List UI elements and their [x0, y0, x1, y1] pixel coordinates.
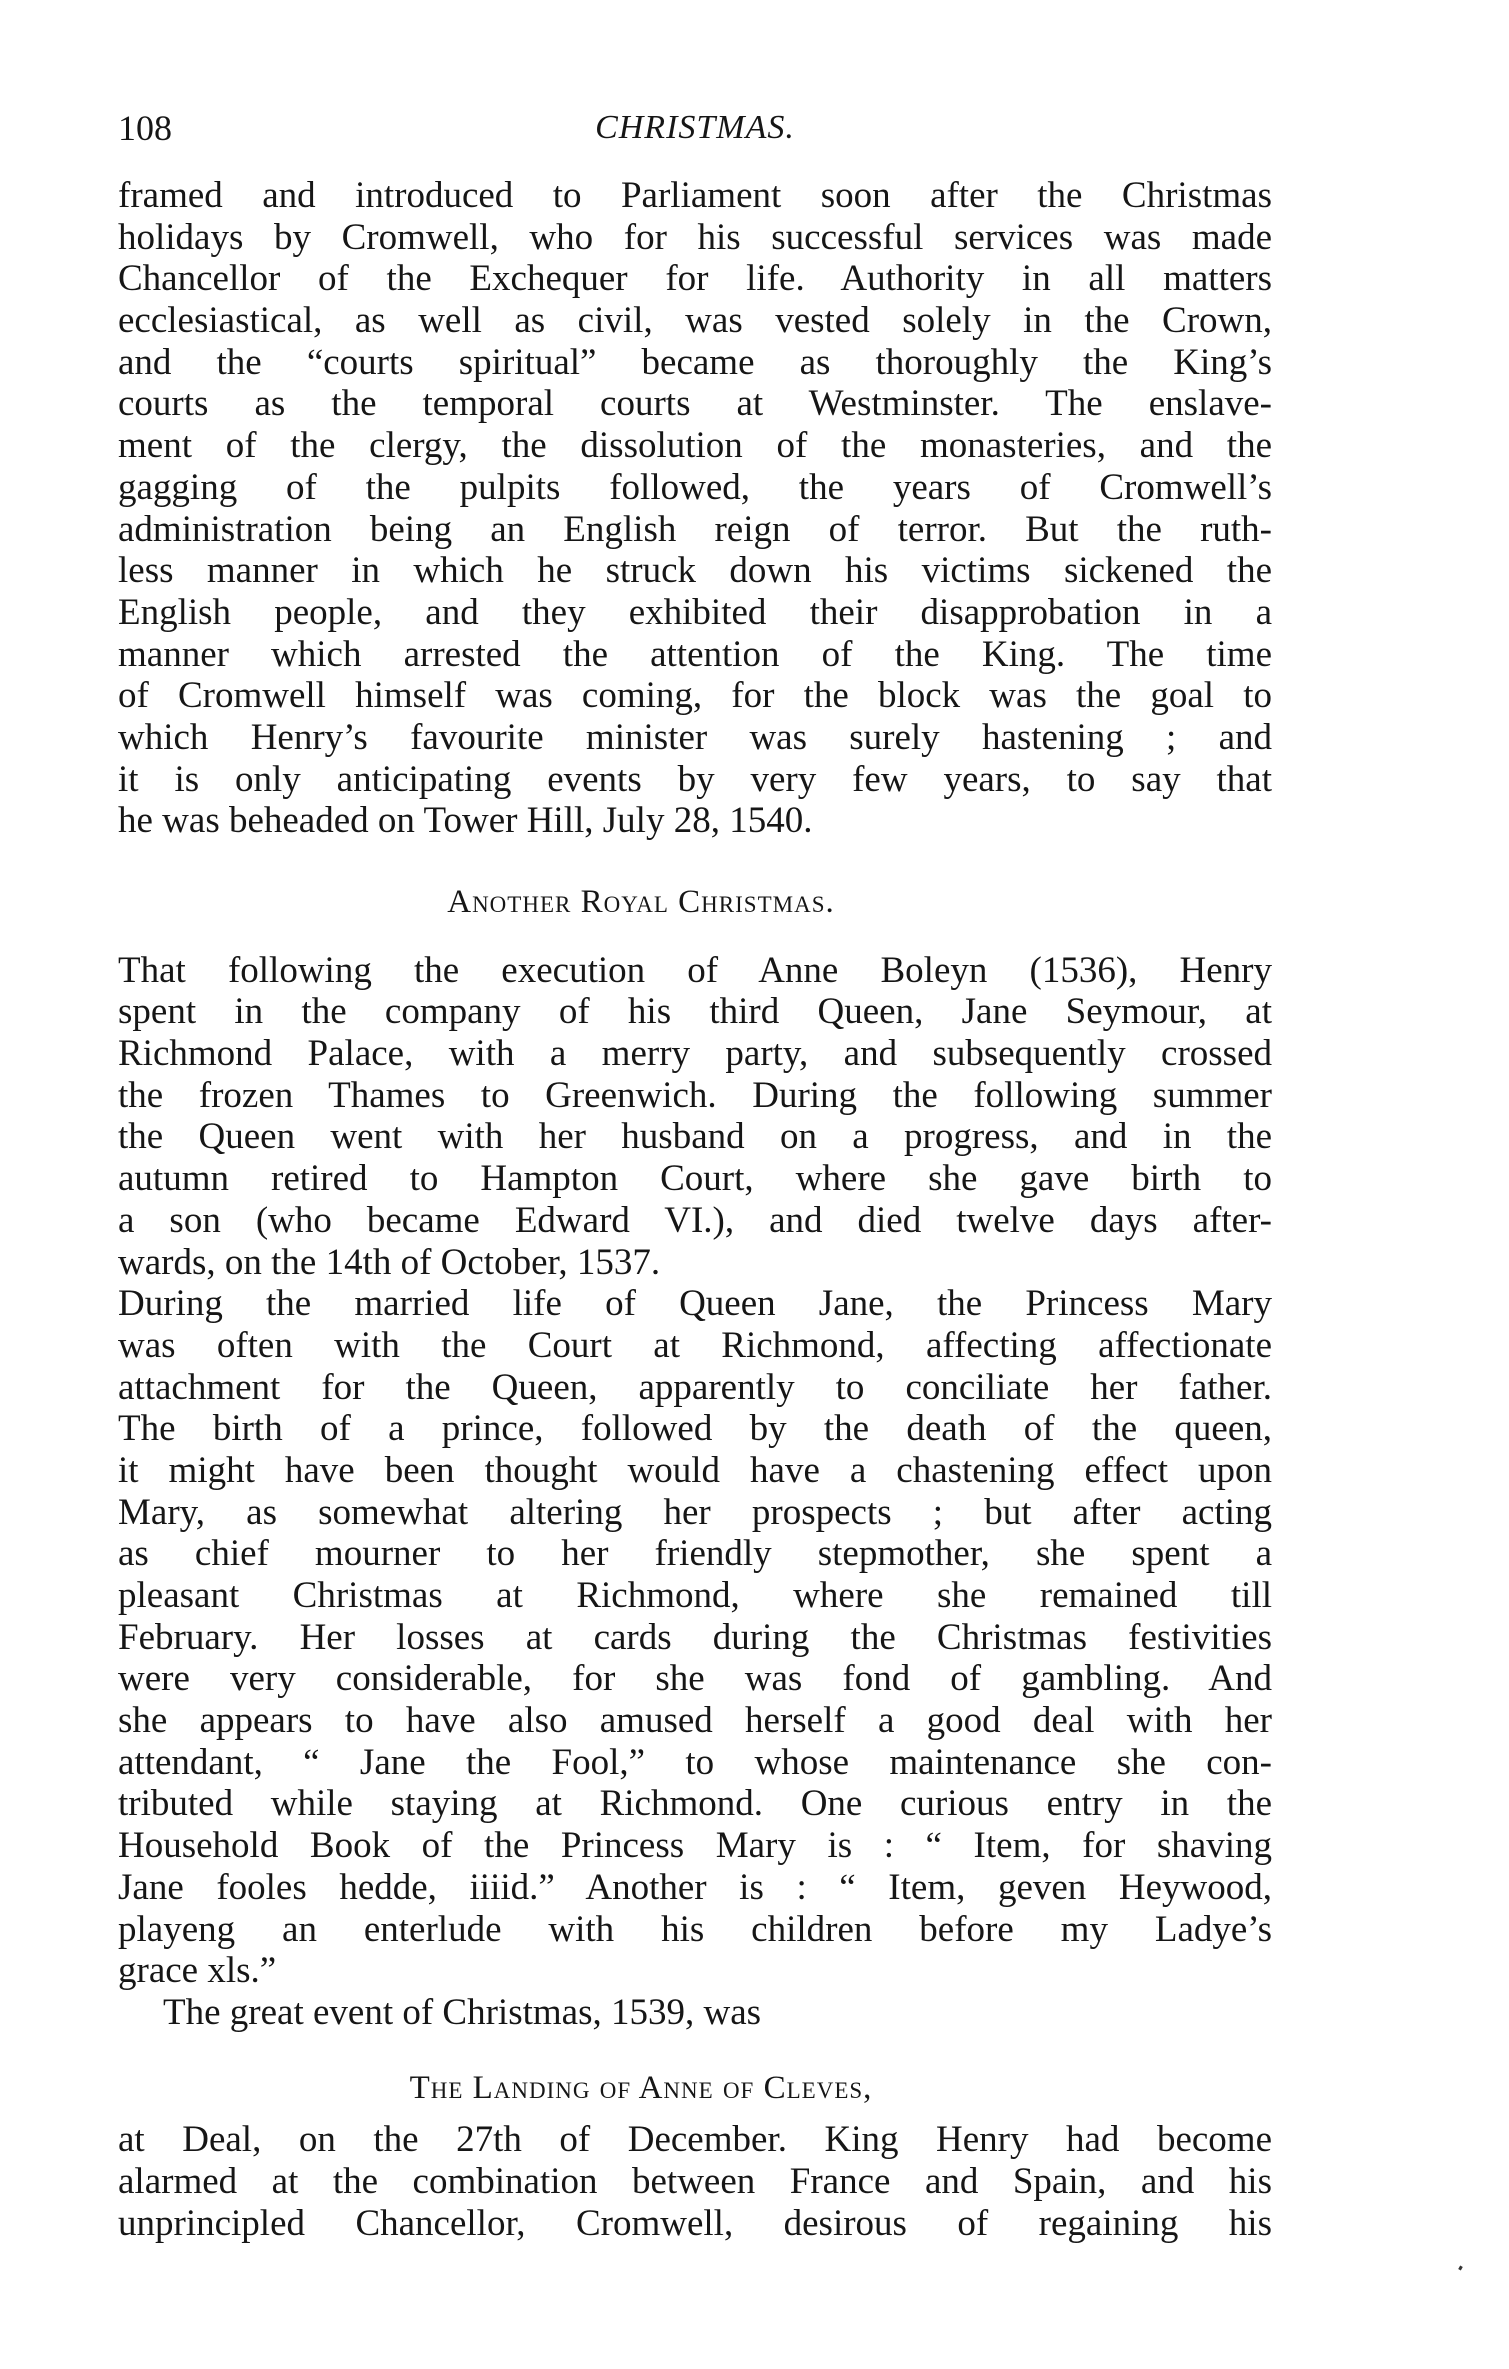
section-heading: Another Royal Christmas.	[447, 884, 835, 920]
text-line: Jane fooles hedde, iiiid.” Another is : “ Item, geven Heywood,	[118, 1866, 1272, 1908]
text-line: February. Her losses at cards during the Christmas festivities	[118, 1616, 1272, 1658]
text-line: autumn retired to Hampton Court, where she gave birth to	[118, 1158, 1272, 1200]
text-line: playeng an enterlude with his children before my Ladye’s	[118, 1908, 1272, 1950]
text-line: manner which arrested the attention of the King. The time	[118, 633, 1272, 675]
text-line: The great event of Christmas, 1539, was	[163, 1991, 762, 2033]
text-line: English people, and they exhibited their disapprobation in a	[118, 591, 1272, 633]
page-body	[118, 175, 1272, 2244]
text-line: ment of the clergy, the dissolution of the monasteries, and the	[118, 425, 1272, 467]
text-line: The birth of a prince, followed by the death of the queen,	[118, 1408, 1272, 1450]
text-line: attachment for the Queen, apparently to conciliate her father.	[118, 1366, 1272, 1408]
text-line: which Henry’s favourite minister was surely hastening ; and	[118, 716, 1272, 758]
text-line: administration being an English reign of terror. But the ruth-	[118, 508, 1272, 550]
text-line: gagging of the pulpits followed, the years of Cromwell’s	[118, 466, 1272, 508]
text-line: less manner in which he struck down his victims sickened the	[118, 550, 1272, 592]
text-line: a son (who became Edward VI.), and died twelve days after-	[118, 1199, 1272, 1241]
print-speck	[1458, 2266, 1463, 2271]
text-line: at Deal, on the 27th of December. King Henry had become	[118, 2119, 1272, 2161]
text-line: he was beheaded on Tower Hill, July 28, 1540.	[118, 800, 813, 842]
text-line: she appears to have also amused herself a good deal with her	[118, 1700, 1272, 1742]
text-line: the Queen went with her husband on a progress, and in the	[118, 1116, 1272, 1158]
text-line: attendant, “ Jane the Fool,” to whose maintenance she con-	[118, 1741, 1272, 1783]
text-line: of Cromwell himself was coming, for the block was the goal to	[118, 675, 1272, 717]
running-title: CHRISTMAS.	[595, 109, 795, 146]
text-line: Chancellor of the Exchequer for life. Authority in all matters	[118, 258, 1272, 300]
text-line: Mary, as somewhat altering her prospects ; but after acting	[118, 1491, 1272, 1533]
text-line: holidays by Cromwell, who for his successful services was made	[118, 216, 1272, 258]
text-line: it is only anticipating events by very few years, to say that	[118, 758, 1272, 800]
text-line: framed and introduced to Parliament soon after the Christmas	[118, 175, 1272, 216]
text-line: pleasant Christmas at Richmond, where she remained till	[118, 1575, 1272, 1617]
text-line: During the married life of Queen Jane, the Princess Mary	[118, 1283, 1272, 1325]
text-line: wards, on the 14th of October, 1537.	[118, 1241, 661, 1283]
text-line: tributed while staying at Richmond. One curious entry in the	[118, 1783, 1272, 1825]
text-line: alarmed at the combination between France and Spain, and his	[118, 2160, 1272, 2202]
text-line: the frozen Thames to Greenwich. During the following summer	[118, 1074, 1272, 1116]
text-line: it might have been thought would have a chastening effect upon	[118, 1449, 1272, 1491]
text-line: were very considerable, for she was fond of gambling. And	[118, 1658, 1272, 1700]
text-line: ecclesiastical, as well as civil, was vested solely in the Crown,	[118, 300, 1272, 342]
page-number: 108	[118, 108, 172, 148]
text-line: and the “courts spiritual” became as thoroughly the King’s	[118, 341, 1272, 383]
text-line: That following the execution of Anne Boleyn (1536), Henry	[118, 949, 1272, 991]
text-line: Richmond Palace, with a merry party, and subsequently crossed	[118, 1033, 1272, 1075]
text-line: unprincipled Chancellor, Cromwell, desirous of regaining his	[118, 2202, 1272, 2244]
text-line: as chief mourner to her friendly stepmother, she spent a	[118, 1533, 1272, 1575]
text-line: spent in the company of his third Queen, Jane Seymour, at	[118, 991, 1272, 1033]
section-heading: The Landing of Anne of Cleves,	[409, 2069, 873, 2106]
text-line: courts as the temporal courts at Westminster. The enslave-	[118, 383, 1272, 425]
text-line: was often with the Court at Richmond, affecting affectionate	[118, 1324, 1272, 1366]
text-line: grace xls.”	[118, 1950, 277, 1992]
text-line: Household Book of the Princess Mary is : “ Item, for shaving	[118, 1825, 1272, 1867]
